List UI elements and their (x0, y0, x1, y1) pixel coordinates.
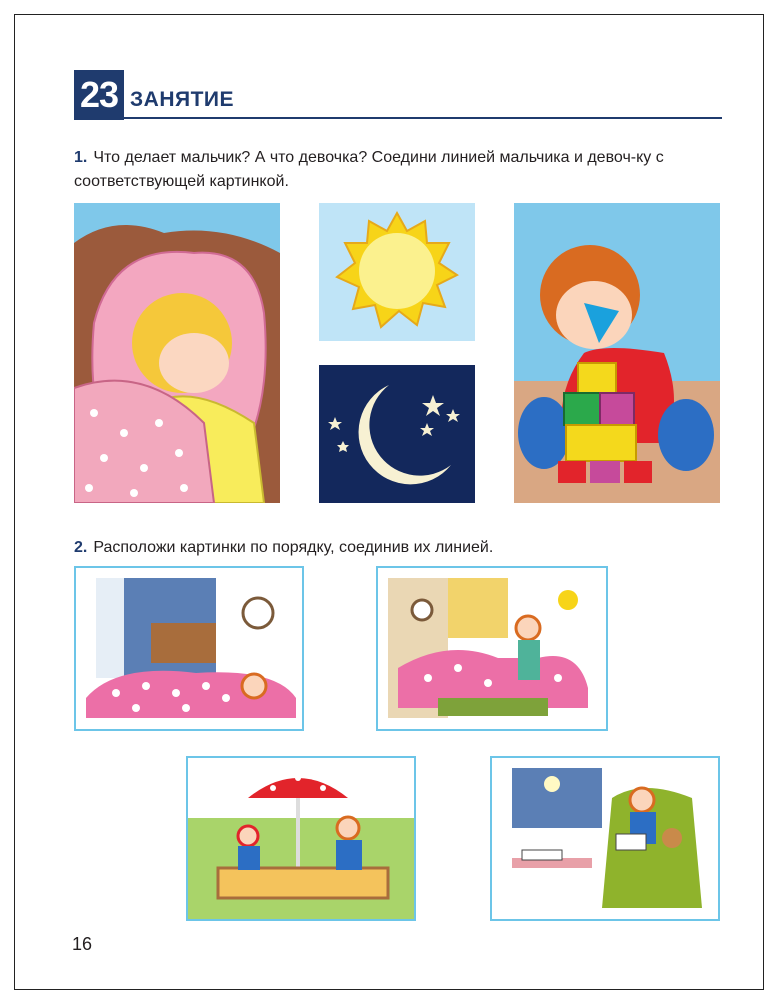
page-number: 16 (72, 934, 93, 954)
header-divider (124, 117, 722, 119)
boy-with-blocks-picture[interactable] (514, 203, 720, 503)
scene-morning-waking[interactable] (376, 566, 608, 731)
sleeping-girl-picture[interactable] (74, 203, 280, 503)
lesson-number-badge: 23 (74, 70, 124, 120)
task-1 (74, 146, 714, 194)
lesson-title: ЗАНЯТИЕ (130, 88, 235, 111)
task-1-number: 1. (74, 149, 88, 166)
task-2-text: Расположи картинки по порядку, соединив их линией. (93, 539, 494, 556)
scene-sandbox-play[interactable] (186, 756, 416, 921)
task-2 (74, 536, 714, 560)
task-1-text: Что делает мальчик? А что девочка? Соедини линией мальчика и девоч-ку с соответствующей картинкой. (74, 149, 664, 190)
sun-picture[interactable] (319, 203, 475, 341)
scene-evening-reading[interactable] (490, 756, 720, 921)
moon-picture[interactable] (319, 365, 475, 503)
scene-night-sleeping[interactable] (74, 566, 304, 731)
task-2-number: 2. (74, 539, 88, 556)
